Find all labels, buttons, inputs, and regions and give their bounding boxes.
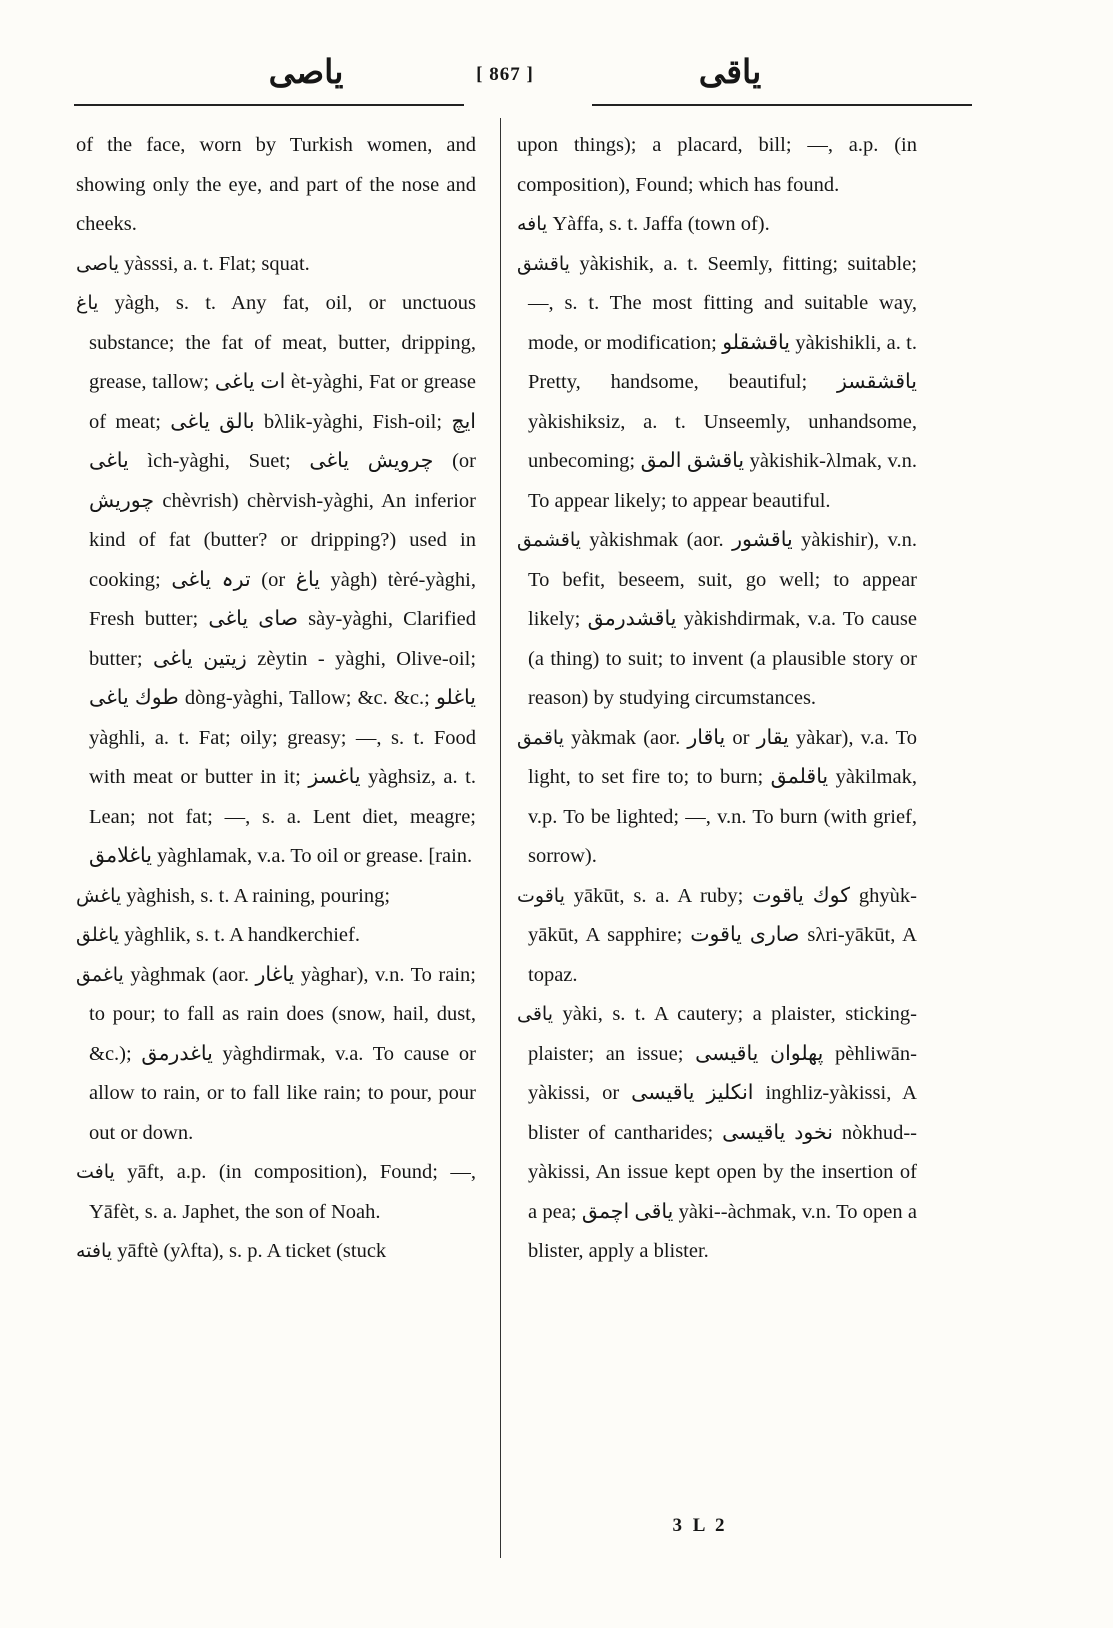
entry-headword-arabic: ياقشمق [517,529,581,551]
entry-definition: yàsssi, a. t. Flat; squat. [124,252,310,275]
page-header [0,52,1113,112]
entry-definition: yāftè (yλfta), s. p. A ticket (stuck [117,1240,387,1262]
signature-mark: 3 L 2 [672,1515,728,1536]
dictionary-entry [76,1153,476,1232]
entry-headword-arabic: ياغمق [76,963,124,986]
entry-definition: upon things); a placard, bill; —, a.p. (in composition), Found; which has found. [517,134,917,196]
entry-definition: yàkmak (aor. ياقار or يقار yàkar), v.a. To light, to set fire to; to burn; ياقلمق yàkilmak, v.p. To be lighted; —, v.n. To burn (with grief, sorrow). [528,726,918,867]
right-column [517,126,917,1272]
page-number: [ 867 ] [476,64,534,85]
entry-definition: yàgh, s. t. Any fat, oil, or unctuous substance; the fat of meat, butter, dripping, grease, tallow; ات ياغى èt-yàghi, Fat or grease of meat; بالق ياغى bλlik-yàghi, Fish-oil; ايچ ياغى ìch-yàghi, Suet; چرويش ياغى (or چوريش chèvrish) chèrvish-yàghi, An inferior kind of fat (butter? or dripping?) used in cooking; ترہ ياغى (or ياغ yàgh) tèré-yàghi, Fresh butter; صاى ياغى sày-yàghi, Clarified butter; زيتين ياغى zèytin - yàghi, Olive-oil; طوك ياغى dòng-yàghi, Tallow; &c. &c.; ياغلو yàghli, a. t. Fat; oily; greasy; —, s. t. Food with meat or butter in it; ياغسز yàghsiz, a. t. Lean; not fat; —, s. a. Lent diet, meagre; ياغلامق yàghlamak, v.a. To oil or grease. [rain. [89,292,477,867]
entry-headword-arabic: يافه [517,213,548,235]
header-rule-left [74,104,464,106]
entry-headword-arabic: ياصى [76,252,120,275]
dictionary-entry [76,916,476,956]
entry-headword-arabic: يافت [76,1161,115,1183]
entry-headword-arabic: ياغ [76,292,99,314]
entry-definition: yàghish, s. t. A raining, pouring; [126,884,391,907]
right-running-headword: ياقى [698,55,762,91]
entry-headword-arabic: ياغش [76,884,122,907]
entry-headword-arabic: ياغلق [76,924,120,946]
entry-headword-arabic: ياقمق [517,726,564,749]
dictionary-entry [517,719,917,877]
entry-definition: yàkishik, a. t. Seemly, fitting; suitable; —, s. t. The most fitting and suitable way, mode, or modification; ياقشقلو yàkishikli, a. t. Pretty, handsome, beautiful; ياقشقسز yàkishiksiz, a. t. Unseemly, unhandsome, unbecoming; ياقشق المق yàkishik-λlmak, v.n. To appear likely; to appear beautiful. [528,252,918,512]
entry-continuation [517,126,917,205]
column-divider [500,118,501,1558]
entry-definition: yāft, a.p. (in composition), Found; —, Yāfèt, s. a. Japhet, the son of Noah. [89,1161,477,1223]
dictionary-entry [517,877,917,996]
dictionary-entry [76,245,476,285]
dictionary-entry [76,1232,476,1272]
entry-headword-arabic: ياقوت [517,884,565,907]
entry-definition: Yàffa, s. t. Jaffa (town of). [552,213,770,235]
entry-headword-arabic: ياقى [517,1003,553,1025]
entry-definition: yàghmak (aor. ياغار yàghar), v.n. To rain; to pour; to fall as rain does (snow, hail, dust, &c.); ياغدرمق yàghdirmak, v.a. To cause or allow to rain, or to fall like rain; to pour, pour out or down. [89,963,476,1144]
left-column [76,126,476,1272]
dictionary-entry [517,995,917,1272]
entry-headword-arabic: يافته [76,1240,113,1262]
dictionary-entry [517,205,917,245]
dictionary-entry [517,245,917,522]
dictionary-entry [76,284,476,877]
left-running-headword: ياصى [268,55,344,91]
entry-continuation [76,126,476,245]
entry-definition: yàkishmak (aor. ياقشور yàkishir), v.n. To befit, beseem, suit, go well; to appear likely; ياقشدرمق yàkishdirmak, v.a. To cause (a thing) to suit; to invent (a plausible story or reason) by studying circumstances. [528,529,917,709]
dictionary-entry [76,956,476,1154]
entry-headword-arabic: ياقشق [517,252,570,275]
header-rule-right [592,104,972,106]
entry-definition: yàki, s. t. A cautery; a plaister, sticking-plaister; an issue; پهلوان ياقيسى pèhliwān-yàkissi, or انكليز ياقيسى inghliz-yàkissi, A blister of cantharides; نخود ياقيسى nòkhud--yàkissi, An issue kept open by the insertion of a pea; ياقى اچمق yàki--àchmak, v.n. To open a blister, apply a blister. [528,1003,918,1262]
entry-definition: of the face, worn by Turkish women, and showing only the eye, and part of the nose and cheeks. [76,134,476,235]
entry-definition: yākūt, s. a. A ruby; كوك ياقوت ghyùk-yākūt, A sapphire; صارى ياقوت sλri-yākūt, A topaz. [528,884,918,986]
dictionary-entry [76,877,476,917]
entry-definition: yàghlik, s. t. A handkerchief. [124,924,360,946]
dictionary-entry [517,521,917,719]
